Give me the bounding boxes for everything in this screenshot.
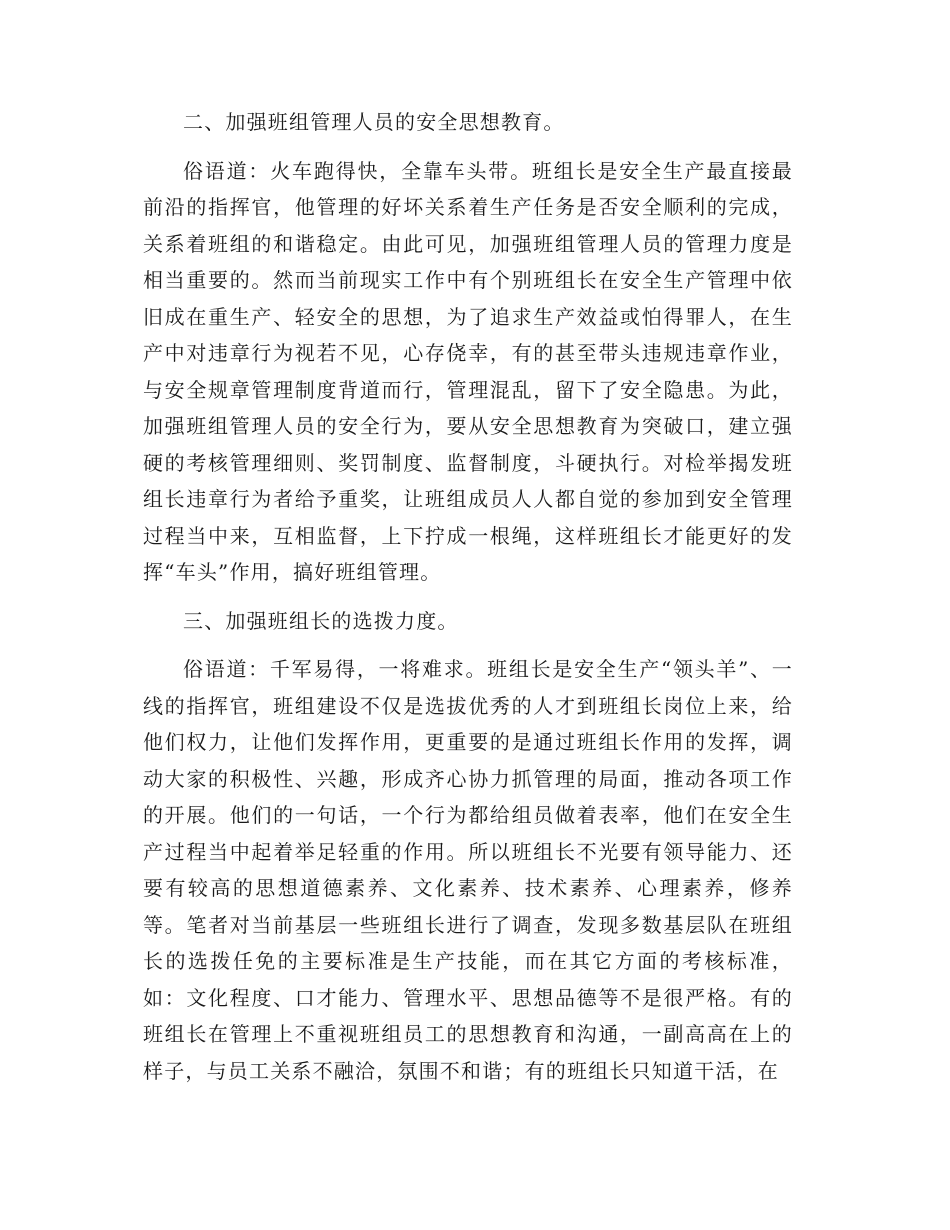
section-paragraph-2: 俗语道：火车跑得快，全靠车头带。班组长是安全生产最直接最前沿的指挥官，他管理的好坏关系着生产任务是否安全顺利的完成，关系着班组的和谐稳定。由此可见，加强班组管理人员的管理力度是相当重要的。然而当前现实工作中有个别班组长在安全生产管理中依旧成在重生产、轻安全的思想，为了追求生产效益或怕得罪人，在生产中对违章行为视若不见，心存侥幸，有的甚至带头违规违章作业，与安全规章管理制度背道而行，管理混乱，留下了安全隐患。为此，加强班组管理人员的安全行为，要从安全思想教育为突破口，建立强硬的考核管理细则、奖罚制度、监督制度，斗硬执行。对检举揭发班组长违章行为者给予重奖，让班组成员人人都自觉的参加到安全管理过程当中来，互相监督，上下拧成一根绳，这样班组长才能更好的发挥“车头”作用，搞好班组管理。 bbox=[143, 158, 793, 584]
section-heading-3: 三、加强班组长的选拨力度。 bbox=[183, 608, 459, 633]
section-heading-2: 二、加强班组管理人员的安全思想教育。 bbox=[183, 110, 565, 134]
document-page bbox=[143, 104, 793, 1101]
section-paragraph-3: 俗语道：千军易得，一将难求。班组长是安全生产“领头羊”、一线的指挥官，班组建设不仅是选拔优秀的人才到班组长岗位上来，给他们权力，让他们发挥作用，更重要的是通过班组长作用的发挥，调动大家的积极性、兴趣，形成齐心协力抓管理的局面，推动各项工作的开展。他们的一句话，一个行为都给组员做着表率，他们在安全生产过程当中起着举足轻重的作用。所以班组长不光要有领导能力、还要有较高的思想道德素养、文化素养、技术素养、心理素养，修养等。笔者对当前基层一些班组长进行了调查，发现多数基层队在班组长的选拨任免的主要标准是生产技能，而在其它方面的考核标准，如：文化程度、口才能力、管理水平、思想品德等不是很严格。有的班组长在管理上不重视班组员工的思想教育和沟通，一副高高在上的样子，与员工关系不融洽，氛围不和谐；有的班组长只知道干活，在 bbox=[143, 657, 793, 1083]
